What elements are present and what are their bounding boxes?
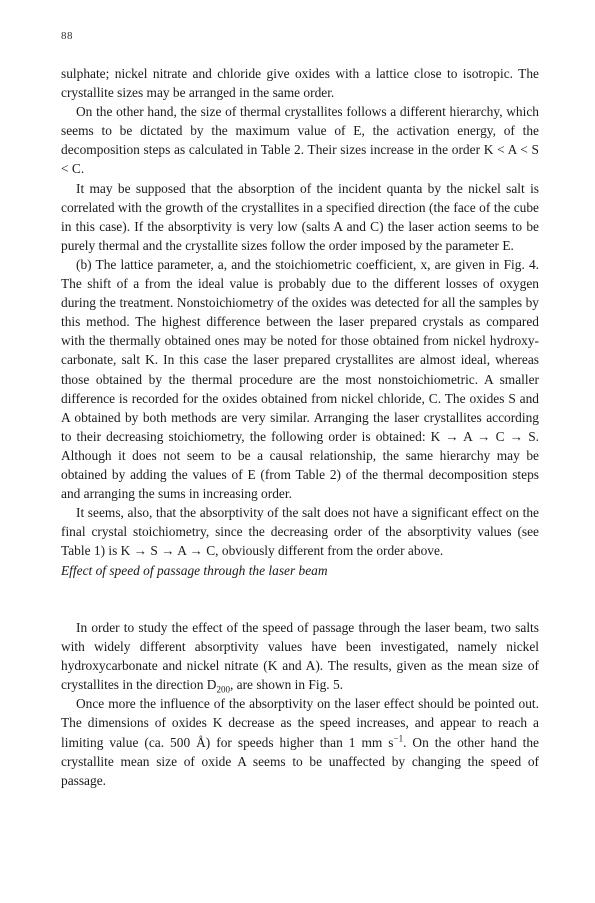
body-text-lower — [61, 618, 539, 790]
paragraph-7 — [61, 694, 539, 789]
section-heading: Effect of speed of passage through the laser beam — [61, 563, 328, 578]
paragraph-5: It seems, also, that the absorptivity of the salt does not have a significant effect on the final crystal stoichiometry, since the decreasing order of the absorptivity values (see Table 1) is K → S → A → C, obviously different from the order above. — [61, 505, 539, 559]
paragraph-6-text: In order to study the effect of the speed of passage through the laser beam, two salts with widely different absorptivity values have been investigated, namely nickel hydroxycarbonate and nickel nitrate (K and A). The results, given as the mean size of crystallites in the direction D — [61, 620, 539, 693]
body-text-upper — [61, 64, 539, 560]
paragraph-3: It may be supposed that the absorption of the incident quanta by the nickel salt is correlated with the growth of the crystallites in a specified direction (the face of the cube in this case). If the absorptivity is very low (salts A and C) the laser action seems to be purely thermal and the crystallite sizes follow the order imposed by the parameter E. — [61, 180, 539, 253]
paragraph-7-tail: . On the other hand the crystallite mean size of oxide A seems to be unaffected by changing the speed of passage. — [61, 734, 539, 788]
paragraph-6-tail: , are shown in Fig. 5. — [229, 677, 344, 693]
paragraph-6 — [61, 618, 539, 694]
page-number: 88 — [61, 30, 73, 42]
paragraph-4: (b) The lattice parameter, a, and the stoichiometric coefficient, x, are given in Fig. 4. The shift of a from the ideal value is probably due to the different losses of oxygen during the treatment. Nonstoichiometry of the oxides was detected for all the samples by this method. The highest difference between the laser prepared crystals as compared with the thermally obtained ones may be noted for those obtained from nickel hydroxycarbonate, salt K. In this case the laser prepared crystallites are almost ideal, whereas those obtained by the thermal procedure are the most nonstoichiometric. A smaller difference is recorded for the oxides obtained from nickel chloride, C. The oxides S and A obtained by both methods are very similar. Arranging the laser crystallites according to their decreasing stoichiometry, the following order is obtained: K → A → C → S. Although it does not seem to be a causal relationship, the same hierarchy may be obtained by adding the values of E (from Table 2) of the thermal decomposition steps and arranging the sums in increasing order. — [61, 256, 539, 502]
paragraph-2: On the other hand, the size of thermal crystallites follows a different hierarchy, which seems to be dictated by the maximum value of E, the activation energy, of the decomposition steps as calculated in Table 2. Their sizes increase in the order K < A < S < C. — [61, 104, 539, 177]
paragraph-7-text: Once more the influence of the absorptivity on the laser effect should be pointed out. The dimensions of oxides K decrease as the speed increases, and appear to reach a limiting value (ca. 500 Å) for speeds higher than 1 mm s — [61, 696, 539, 750]
unit-superscript: −1 — [393, 733, 404, 744]
direction-subscript: 200 — [216, 684, 230, 695]
paragraph-1: sulphate; nickel nitrate and chloride give oxides with a lattice close to isotropic. The crystallite sizes may be arranged in the same order. — [61, 66, 539, 101]
